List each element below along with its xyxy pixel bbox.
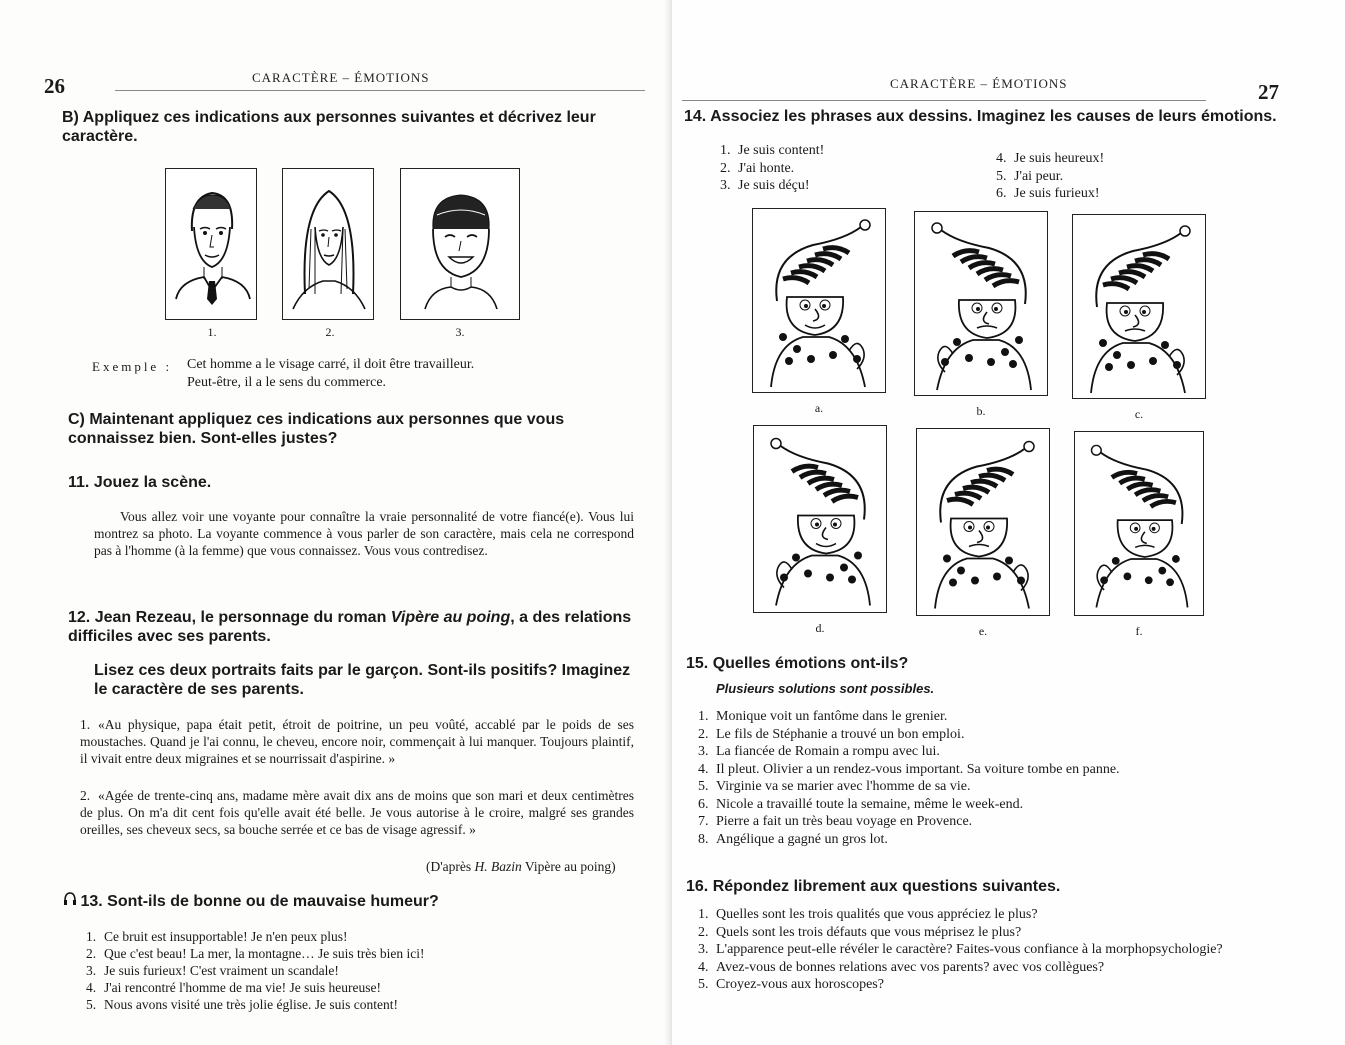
section-title: Maintenant appliquez ces indications aux personnes que vous connaissez bien. Sont-elles justes? [68,411,565,447]
man-portrait-drawing [166,169,257,320]
source-text: Vipère au poing) [521,859,616,874]
quote-source [426,858,616,875]
section-title: Appliquez ces indications aux personnes suivantes et décrivez leur caractère. [62,109,596,145]
jester-icon [915,212,1048,396]
list-item: 5. Nous avons visité une très jolie église. Je suis content! [86,997,398,1012]
section-c-title [68,410,636,448]
list-item: 5. Croyez-vous aux horoscopes? [698,977,884,992]
child-portrait-drawing [401,169,520,320]
novel-title: Vipère au poing [390,609,511,626]
example-line-2: Peut-être, il a le sens du commerce. [187,375,387,390]
phrases-column-2 [996,150,1104,203]
exercise-13-title [64,892,439,911]
exercise-15-title [686,654,908,673]
running-head: CARACTÈRE – ÉMOTIONS [252,70,430,85]
portrait-man [165,168,257,320]
exercise-13-list [86,928,606,1013]
section-letter: B) [62,109,79,126]
list-item: 1. Monique voit un fantôme dans le grenier. [698,709,948,724]
list-item: 2. J'ai honte. [720,160,795,176]
exercise-14-title [684,107,1284,126]
exercise-title: Associez les phrases aux dessins. Imaginez les causes de leurs émotions. [710,108,1277,125]
portrait-child [400,168,520,320]
list-item: 4. J'ai rencontré l'homme de ma vie! Je suis heureuse! [86,980,382,995]
audio-headphones-icon [64,892,76,911]
drawing-caption: e. [978,624,988,638]
exercise-number: 14. [684,108,707,125]
list-item: 1. Ce bruit est insupportable! Je n'en peux plus! [86,929,348,944]
exercise-number: 16. [686,878,709,895]
jester-drawing-frame [914,211,1048,396]
right-page [672,0,1345,1045]
jester-icon [1075,432,1204,616]
drawing-caption: a. [814,401,824,415]
exercise-number: 12. [68,609,91,626]
section-b-title [62,108,642,146]
page-number: 27 [1258,80,1279,104]
header-rule [115,90,645,91]
drawing-caption: d. [815,621,825,635]
jester-icon [1073,215,1206,399]
portrait-label: 2. [325,325,335,339]
portrait-label: 3. [455,325,465,339]
drawing-caption: c. [1134,407,1144,421]
list-item: 3. L'apparence peut-elle révéler le caractère? Faites-vous confiance à la morphopsychologie? [698,942,1223,957]
exercise-16-list [698,906,1284,994]
page-number: 26 [44,74,65,98]
exercise-title-part: Jean Rezeau, le personnage du roman [94,609,391,626]
quote-2 [80,787,634,838]
woman-portrait-drawing [283,169,374,320]
jester-icon [754,426,887,613]
list-item: 5. J'ai peur. [996,168,1064,184]
jester-drawing-frame [1072,214,1206,399]
example-label: Exemple : [92,359,173,374]
list-item: 4. Je suis heureux! [996,151,1105,166]
source-text: (D'après [426,859,475,874]
list-item: 8. Angélique a gagné un gros lot. [698,831,888,847]
list-item: 6. Nicole a travaillé toute la semaine, même le week-end. [698,796,1024,812]
exercise-number: 13. [80,893,103,910]
quote-1 [80,716,634,767]
exercise-number: 15. [686,655,709,672]
phrases-column-1 [720,142,824,195]
header-rule [682,100,1206,101]
list-item: 6. Je suis furieux! [996,186,1100,201]
exercise-title: Répondez librement aux questions suivantes. [712,878,1061,895]
jester-drawing-frame [1074,431,1204,616]
exercise-15-subtitle: Plusieurs solutions sont possibles. [716,681,935,696]
exercise-12-title [68,608,634,646]
exercise-11-text: Vous allez voir une voyante pour connaître la vraie personnalité de votre fiancé(e). Vous lui montrez sa photo. La voyante commence à vous parler de son caractère, mais cela ne correspond pas à l'homme (à la femme) que vous connaissez. Vous vous contredisez. [94,509,634,558]
list-item: 7. Pierre a fait un très beau voyage en Provence. [698,814,973,829]
exercise-title: Sont-ils de bonne ou de mauvaise humeur? [107,893,439,910]
list-item: 5. Virginie va se marier avec l'homme de sa vie. [698,779,971,794]
exercise-16-title [686,877,1060,896]
quote-text: «Au physique, papa était petit, étroit de poitrine, un peu voûté, accablé par le poids de ses moustaches. Quand je l'ai connu, le cheveu, encore noir, commençait à lui manquer. Toujours plaintif, il vivait entre deux migraines et se nourrissait d'aspirine. » [80,717,634,766]
drawing-caption: f. [1135,624,1143,638]
exercise-11-title [68,473,211,492]
list-item: 2. Que c'est beau! La mer, la montagne… Je suis très bien ici! [86,946,425,961]
list-item: 4. Il pleut. Olivier a un rendez-vous important. Sa voiture tombe en panne. [698,761,1120,777]
quote-text: «Agée de trente-cinq ans, madame mère avait dix ans de moins que son mari et deux centimètres de plus. On m'a dit cent fois qu'elle avait été belle. Je vous autorise à le croire, malgré ses grandes oreilles, ses cheveux secs, sa bouche serrée et ce bas de visage agressif. » [80,788,634,837]
list-item: 1. Quelles sont les trois qualités que vous appréciez le plus? [698,907,1038,922]
jester-drawing-frame [916,428,1050,616]
portrait-label: 1. [207,325,217,339]
section-letter: C) [68,411,85,428]
list-item: 3. La fiancée de Romain a rompu avec lui. [698,744,940,759]
jester-icon [753,209,886,393]
list-item: 2. Quels sont les trois défauts que vous méprisez le plus? [698,924,1022,940]
list-item: 2. Le fils de Stéphanie a trouvé un bon emploi. [698,726,965,742]
example-line-1: Cet homme a le visage carré, il doit être travailleur. [187,357,475,372]
exercise-title-part: , a des relations difficiles avec ses parents. [68,609,632,645]
exercise-15-list [698,708,1318,848]
exercise-number: 11. [68,474,90,491]
jester-drawing-frame [753,425,887,613]
left-page [0,0,672,1045]
list-item: 3. Je suis déçu! [720,178,810,193]
quote-number: 1. [80,717,91,732]
source-author: H. Bazin [474,859,522,874]
portrait-woman [282,168,374,320]
list-item: 3. Je suis furieux! C'est vraiment un scandale! [86,963,339,978]
list-item: 4. Avez-vous de bonnes relations avec vos parents? avec vos collègues? [698,959,1105,975]
running-head: CARACTÈRE – ÉMOTIONS [890,76,1068,91]
quote-number: 2. [80,788,91,803]
jester-drawing-frame [752,208,886,393]
exercise-12-instruction: Lisez ces deux portraits faits par le garçon. Sont-ils positifs? Imaginez le caractère de ses parents. [94,662,631,698]
exercise-title: Quelles émotions ont-ils? [712,655,909,672]
list-item: 1. Je suis content! [720,143,825,158]
jester-icon [917,429,1050,616]
drawing-caption: b. [976,404,986,418]
exercise-title: Jouez la scène. [93,474,212,491]
